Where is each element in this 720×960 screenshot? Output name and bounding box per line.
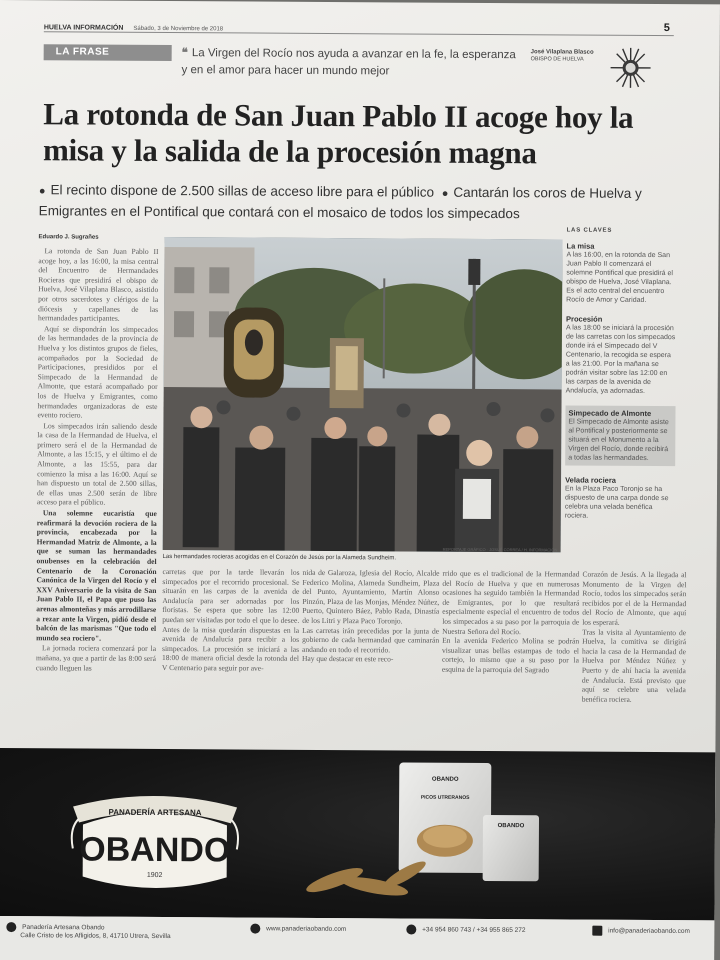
advertisement[interactable] [0, 748, 715, 920]
bread-sticks-icon [294, 850, 434, 911]
photo-credit: REPORTAJE GRÁFICO · JOSUÉ CORREA / H. INFORMACIÓN [442, 546, 558, 553]
key-facts-heading: LAS CLAVES [566, 227, 613, 234]
bullet-icon: ● [38, 185, 46, 198]
footer-email-link[interactable]: info@panaderiaobando.com [608, 927, 690, 935]
ad-since-text: 1902 [146, 871, 163, 880]
footer-address-line1: Panadería Artesana Obando [22, 923, 105, 932]
key-fact-title: La misa [566, 241, 595, 251]
footer-address [6, 922, 170, 940]
key-fact-title: Velada rociera [565, 475, 616, 485]
quote-author-name: José Vilaplana Blasco [530, 49, 594, 56]
byline: Eduardo J. Sugrañes [38, 234, 99, 241]
photo-caption: Las hermandades rocieras acogidas en el Corazón de Jesús por la Alameda Sundheim. [162, 554, 397, 562]
key-fact-item [566, 314, 676, 396]
product-brand: OBANDO [431, 776, 459, 783]
footer-web[interactable] [250, 924, 346, 935]
headline: La rotonda de San Juan Pablo II acoge hoy la misa y la salida de la procesión magna [42, 96, 634, 171]
subhead-part1: El recinto dispone de 2.500 sillas de acceso libre para el público [50, 182, 435, 200]
product2-brand: OBANDO [497, 823, 525, 830]
page-header [44, 18, 674, 36]
obando-logo [68, 788, 241, 913]
paragraph: La rotonda de San Juan Pablo II acoge hoy, a las 16:00, la misa central del Encuentro de Hermandades Rocieras que presidirá el obispo de Huelva, José Vilaplana Blasco, asistido por otros sacerdotes y clérigos de la diócesis y capellanes de las hermandades participantes. [38, 246, 159, 323]
paragraph: La jornada rociera comenzará por la mañana, ya que a partir de las 8:00 será cuando lleguen las [35, 643, 157, 673]
product-package-small [483, 815, 539, 881]
centenary-emblem-icon [605, 46, 655, 90]
body-column-4: rrido que es el tradicional de la Hermandad del Rocío de Huelva y que en numerosas ocasiones ha seguido también la Hermandad de Emigrantes, por lo que resultará especialmente especial el encuentro de todos los simpecados a su paso por la parroquia de Nuestra Señora del Rocío. En la avenida Federico Molina se podrán visualizar unas bellas estampas de todo el cortejo, lo mismo que a su paso por la esquina de la parroquia del Sagrado [441, 568, 580, 675]
ad-brand-text: OBANDO [79, 830, 231, 870]
footer-web-link[interactable]: www.panaderiaobando.com [266, 925, 347, 933]
key-fact-title: Procesión [566, 314, 603, 324]
quote-label: LA FRASE [44, 44, 172, 61]
key-fact-item [565, 475, 675, 521]
footer-address-line2: Calle Cristo de los Afligidos, 8, 41710 Utrera, Sevilla [20, 932, 171, 941]
quote-band [43, 42, 673, 90]
key-fact-item-highlighted [565, 405, 675, 466]
key-fact-text: En la Plaza Paco Toronjo se ha dispuesto de una carpa donde se celebra una velada benéfica rociera. [564, 485, 669, 520]
key-fact-text: A las 18:00 se iniciará la procesión de las carretas con los simpecados donde irá el Simpecado del V Centenario, la recogida se espera a las 21:00. Por la mañana se podrán visitar sobre las 12:00 en las carpas de la avenida de Andalucía, ya adornadas. [565, 324, 676, 395]
bullet-icon: ● [441, 187, 449, 200]
procession-photo [163, 237, 563, 552]
product-name: PICOS UTRERANOS [420, 794, 470, 801]
publication-name: HUELVA INFORMACIÓN [43, 24, 124, 32]
key-fact-item [566, 241, 676, 305]
key-fact-text: El Simpecado de Almonte asiste al Pontifical y posteriormente se situará en el Monumento a la Virgen del Rocío, donde recibirá a todas las hermandades. [568, 418, 669, 462]
key-fact-text: A las 16:00, en la rotonda de San Juan Pablo II comenzará el solemne Pontifical que presidirá el obispo de Huelva, José Vilaplana. Es el acto central del encuentro Rocío de Amor y Caridad. [566, 251, 673, 304]
quote-author-role: OBISPO DE HUELVA [530, 56, 584, 63]
body-column-3: nida de Galaroza, Iglesia del Rocío, Alcalde Federico Molina, Alameda Sundheim, Plaza del Punto, Ayuntamiento, Martín Alonso Pinzón, Plaza de las Monjas, Méndez Núñez, Puerto, Quintero Báez, Pablo Rada, Dinastía de los Litri y Plaza Paco Toronjo. Las carretas irán precedidas por la junta de gobierno de cada hermandad que caminarán andando en todo el recorrido. Hay que destacar en este reco- [301, 567, 440, 664]
footer-email[interactable] [592, 926, 690, 937]
paragraph: Aquí se dispondrán los simpecados de las hermandades de la provincia de Huelva y los distintos grupos de fieles, acompañados por la Sociedad de Participaciones, presididos por el Simpecado de la Hermandad de Almonte, que estará acompañado por los de Huelva y Emigrantes, como hermandades organizadoras de este evento rociero. [37, 324, 159, 420]
page-number: 5 [663, 22, 670, 35]
ad-banner-text: PANADERÍA ARTESANA [108, 807, 202, 818]
email-icon [592, 926, 602, 936]
footer-phone[interactable] [406, 924, 525, 935]
issue-date: Sábado, 3 de Noviembre de 2018 [133, 25, 224, 33]
body-column-left [36, 246, 159, 711]
paragraph: Los simpecados irán saliendo desde la casa de la Hermandad de Huelva, el primero será el de la Hermandad de Almonte, a las 15:15, y el último el de Almonte, a las 15:55, para dar comienzo la misa a las 16:00. Aquí se han dispuesto un total de 2.500 sillas, de ellas unas 2.500 serán de libre acceso para el público. [36, 420, 158, 508]
body-column-5: Corazón de Jesús. A la llegada al Monumento de la Virgen del Rocío, todos los simpecados serán recibidos por el de la Hermandad del Rocío de Almonte, que aquí los esperará. Tras la visita al Ayuntamiento de Huelva, la comitiva se dirigirá hacia la casa de la Hermandad de Huelva por Méndez Núñez y Puerto y de ahí hacia la avenida de Andalucía. Está previsto que aquí se celebre una velada benéfica rociera. [581, 569, 687, 704]
procession-photo-illustration [163, 237, 563, 552]
subhead-part2: Cantarán los coros de Huelva y Emigrantes en el Pontifical que contará con el mosaico de todos los simpecados [38, 184, 642, 222]
quote-mark-icon: ❝ [181, 47, 188, 60]
quote-text: ❝ La Virgen del Rocío nos ayuda a avanzar en la fe, la esperanza y en el amor para hacer un mundo mejor [181, 47, 516, 78]
key-facts-sidebar [565, 227, 677, 531]
ad-footer [0, 916, 714, 960]
key-fact-title: Simpecado de Almonte [568, 408, 652, 418]
body-column-2: carretas que por la tarde llevarán los simpecados por el recorrido procesional. Se situarán en las carpas de la avenida de Andalucía para ser adornadas por los floristas. Se espera que sobre las 12:00 puedan ser visitadas por todo el que lo desee. Antes de la misa quedarán dispuestas en la avenida de Andalucía para recibir a los simpecados. La procesión se iniciará a las 18:00 de manera oficial desde la rotonda del V Centenario para seguir por ave- [161, 567, 300, 673]
footer-phone-numbers[interactable]: +34 954 860 743 / +34 955 865 272 [422, 926, 526, 934]
phone-icon [406, 924, 416, 934]
globe-icon [250, 924, 260, 934]
location-pin-icon [6, 922, 16, 932]
quote-author [531, 49, 601, 63]
paragraph: Una solemne eucaristía que reafirmará la devoción rociera de la provincia, encabezada por la Hermandad Matriz de Almonte, a la que se suman las hermandades onubenses en la celebración del Centenario de la Coronación Canónica de la Virgen del Rocío y el XXV Aniversario de la visita de San Juan Pablo II, el Papa que puso las arenas almonteñas y más arrodillarse a rezar ante la Virgen, pidió desde el balcón de las marismas "Que todo el mundo sea rociero". [36, 508, 157, 643]
subheadline [39, 180, 679, 224]
